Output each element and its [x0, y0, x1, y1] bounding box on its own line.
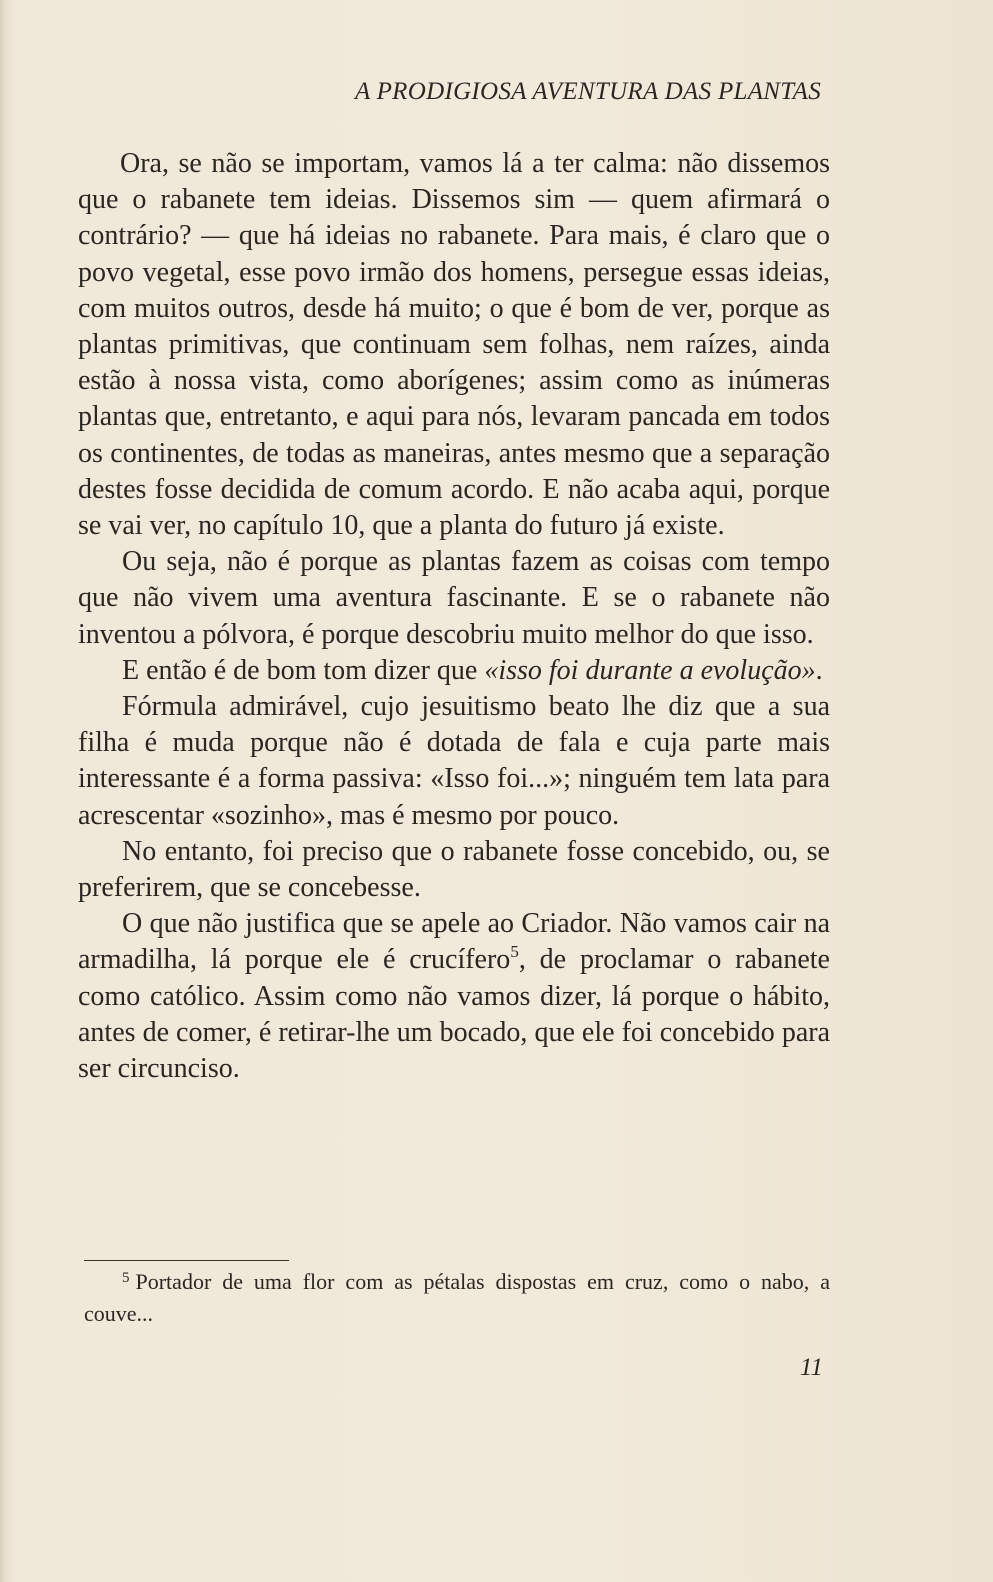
paragraph-4: Fórmula admirável, cujo jesuitismo beato lhe diz que a sua filha é muda porque não é dotada de fala e cuja parte mais interessante é a forma passiva: «Isso foi...»; ninguém tem lata para acrescentar «sozinho», mas é mesmo por pouco. [78, 691, 830, 831]
page-number: 11 [799, 1354, 823, 1381]
footnote-reference: 5 [510, 942, 519, 962]
paragraph-6-end: , de proclamar o rabanete como católico. Assim como não vamos dizer, lá porque o hábito, antes de comer, é retirar-lhe um bocado, que ele foi concebido para ser circunciso. [78, 944, 830, 1085]
paragraph-3-end: . [815, 654, 823, 686]
footnote-text: Portador de uma flor com as pétalas dispostas em cruz, como o nabo, a couve... [84, 1269, 830, 1326]
running-header: A PRODIGIOSA AVENTURA DAS PLANTAS [354, 78, 821, 105]
footnote [84, 1266, 830, 1330]
paragraph-5: No entanto, foi preciso que o rabanete fosse concebido, ou, se preferirem, que se concebesse. [78, 835, 830, 904]
footnote-divider [84, 1260, 289, 1261]
paragraph-6-start: O que não justifica que se apele ao Criador. Não vamos cair na armadilha, lá porque ele é crucífero [78, 908, 830, 976]
footnote-number: 5 [122, 1270, 130, 1286]
evolution-quote: «isso foi durante a evolução» [484, 654, 816, 686]
paragraph-6 [78, 906, 830, 1087]
paragraph-1: Ora, se não se importam, vamos lá a ter calma: não dissemos que o rabanete tem ideias. Dissemos sim — quem afirmará o contrário? — que há ideias no rabanete. Para mais, é claro que o povo vegetal, esse povo irmão dos homens, persegue essas ideias, com muitos outros, desde há muito; o que é bom de ver, porque as plantas primitivas, que continuam sem folhas, nem raízes, ainda estão à nossa vista, como aborígenes; assim como as inúmeras plantas que, entretanto, e aqui para nós, levaram pancada em todos os continentes, de todas as maneiras, antes mesmo que a separação destes fosse decidida de comum acordo. E não acaba aqui, porque se vai ver, no capítulo 10, que a planta do futuro já existe. [78, 148, 830, 542]
paragraph-3 [78, 653, 830, 689]
paragraph-3-start: E então é de bom tom dizer que [122, 654, 485, 686]
body-text [78, 146, 830, 1087]
paragraph-2: Ou seja, não é porque as plantas fazem as coisas com tempo que não vivem uma aventura fascinante. E se o rabanete não inventou a pólvora, é porque descobriu muito melhor do que isso. [78, 546, 830, 650]
